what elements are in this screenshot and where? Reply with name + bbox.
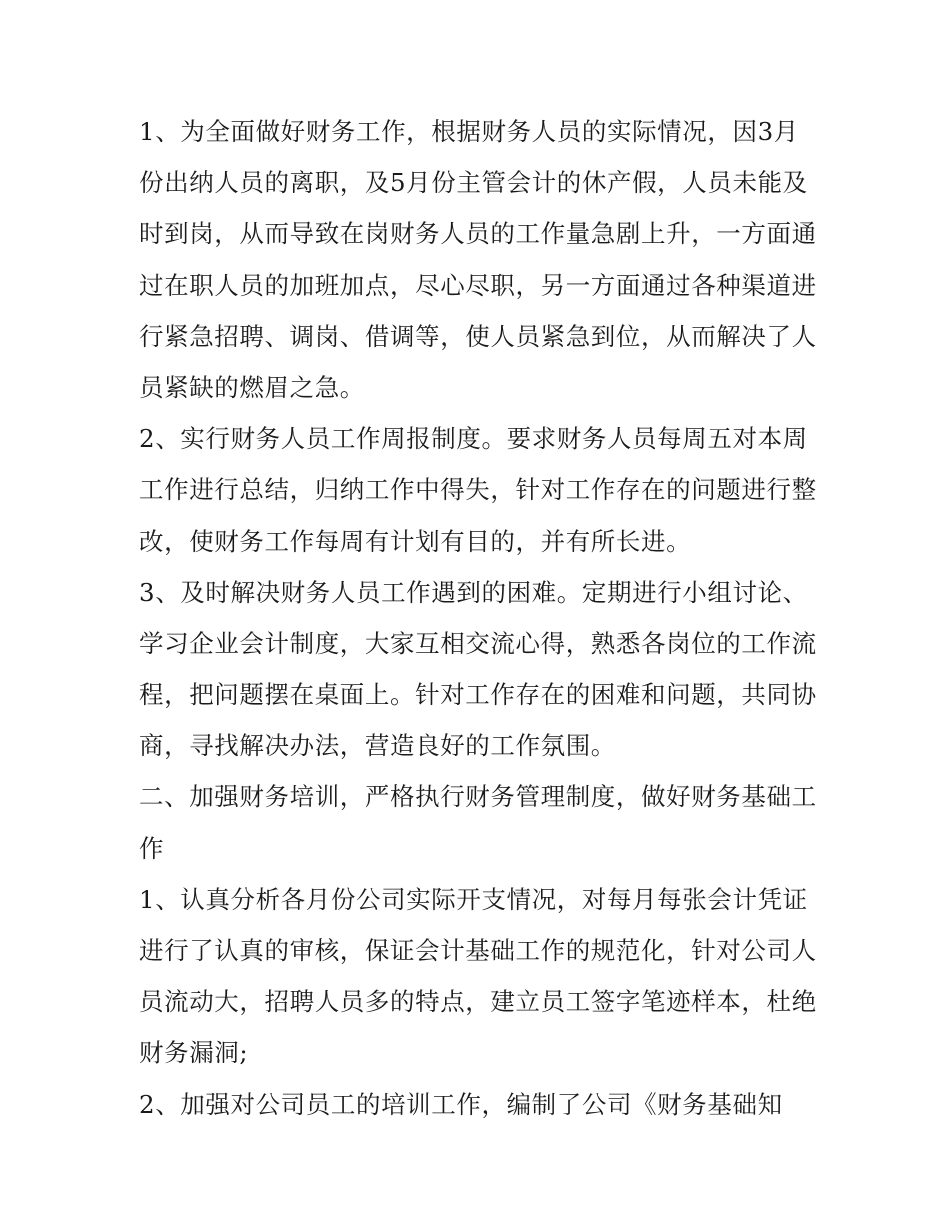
text-line: 1、为全面做好财务工作，根据财务人员的实际情况，因3月	[139, 117, 799, 146]
text-line: 学习企业会计制度，大家互相交流心得，熟悉各岗位的工作流	[139, 628, 817, 658]
section-heading-continued: 作	[139, 833, 165, 863]
text-line: 财务漏洞;	[139, 1038, 249, 1068]
text-line: 工作进行总结，归纳工作中得失，针对工作存在的问题进行整	[139, 475, 817, 505]
text-line: 份出纳人员的离职，及5月份主管会计的休产假，人员未能及	[139, 168, 808, 198]
text-line: 员流动大，招聘人员多的特点，建立员工签字笔迹样本，杜绝	[139, 987, 817, 1017]
document-body	[139, 106, 819, 1130]
text-line: 进行了认真的审核，保证会计基础工作的规范化，针对公司人	[139, 936, 817, 965]
text-line: 2、实行财务人员工作周报制度。要求财务人员每周五对本周	[139, 424, 808, 454]
section-heading: 二、加强财务培训，严格执行财务管理制度，做好财务基础工	[139, 782, 817, 812]
text-line: 时到岗，从而导致在岗财务人员的工作量急剧上升，一方面通	[139, 219, 817, 249]
text-line: 过在职人员的加班加点，尽心尽职，另一方面通过各种渠道进	[139, 270, 817, 300]
text-line: 行紧急招聘、调岗、借调等，使人员紧急到位，从而解决了人	[139, 321, 817, 351]
text-line: 改，使财务工作每周有计划有目的，并有所长进。	[139, 526, 692, 556]
text-line: 程，把问题摆在桌面上。针对工作存在的困难和问题，共同协	[139, 680, 817, 710]
text-line: 商，寻找解决办法，营造良好的工作氛围。	[139, 731, 616, 761]
text-line: 2、加强对公司员工的培训工作，编制了公司《财务基础知	[139, 1089, 783, 1119]
text-line: 员紧缺的燃眉之急。	[139, 372, 365, 402]
text-line: 3、及时解决财务人员工作遇到的困难。定期进行小组讨论、	[139, 577, 808, 607]
text-line: 1、认真分析各月份公司实际开支情况，对每月每张会计凭证	[139, 884, 808, 914]
